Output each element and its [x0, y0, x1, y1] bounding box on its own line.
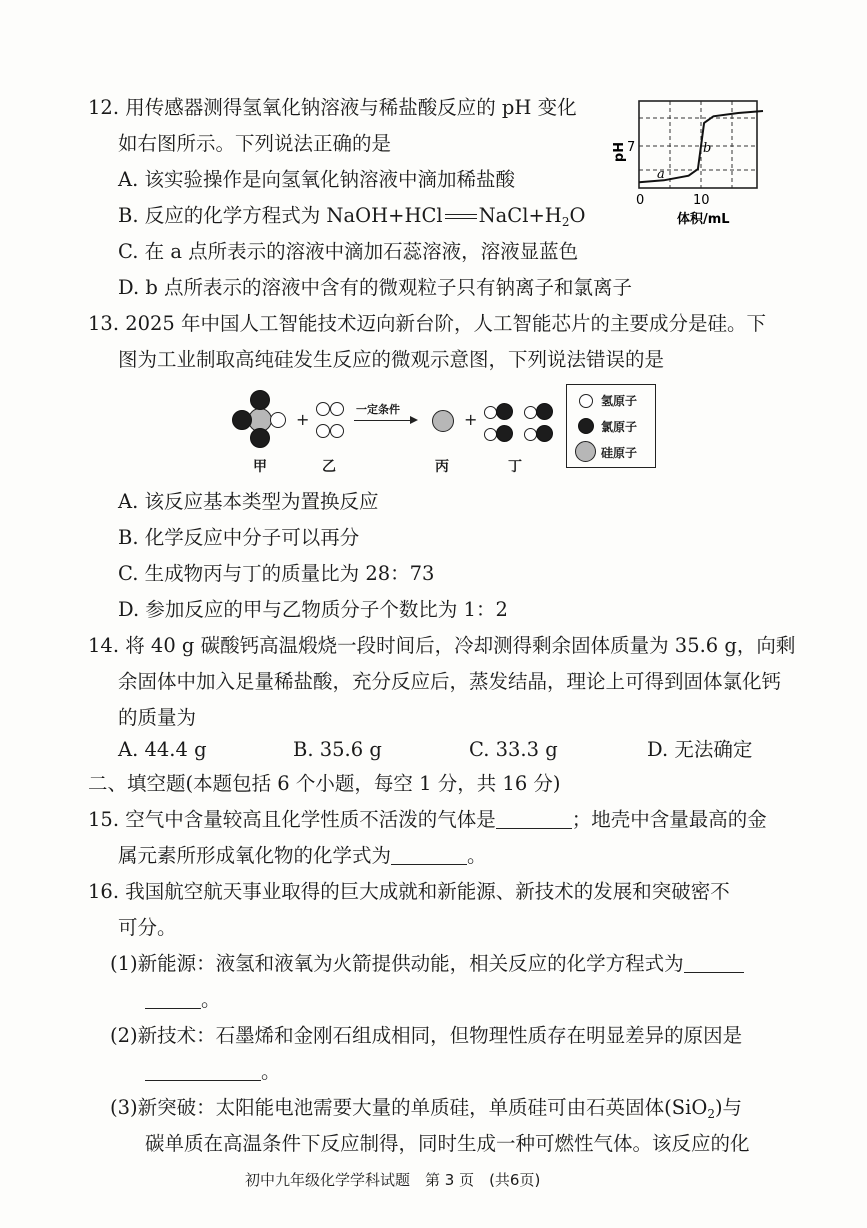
- q14-stem-line3: 的质量为: [118, 706, 197, 729]
- x-tick-0: 0: [636, 193, 645, 208]
- q13-option-b: B. 化学反应中分子可以再分: [118, 526, 360, 549]
- plus-sign-1: +: [296, 410, 310, 429]
- ph-chart: [605, 96, 765, 230]
- molecule-yi-1-h-atom-right: [330, 402, 344, 416]
- q14-stem-line1: 14. 将 40 g 碳酸钙高温煅烧一段时间后，冷却测得剩余固体质量为 35.6 g，向剩: [88, 634, 796, 657]
- label-jia: 甲: [253, 459, 267, 475]
- reaction-condition: 一定条件: [356, 403, 400, 416]
- plus-sign-2: +: [464, 410, 478, 429]
- q15-answer-blank-1[interactable]: [496, 810, 572, 829]
- y-tick-7: 7: [627, 140, 636, 155]
- legend-hydrogen-icon: [579, 394, 593, 408]
- q16-part1-end: 。: [201, 988, 221, 1011]
- q15-answer-blank-2[interactable]: [391, 846, 467, 865]
- q16-part1-blank-a[interactable]: [684, 954, 744, 973]
- q15-line1-suffix: ；地壳中含量最高的金: [571, 808, 767, 831]
- reaction-arrow: [354, 420, 416, 421]
- molecule-ding-2-h-atom: [484, 428, 497, 441]
- legend-chlorine-label: 氯原子: [601, 420, 638, 434]
- q16-stem-line1: 16. 我国航空航天事业取得的巨大成就和新能源、新技术的发展和突破密不: [88, 880, 730, 903]
- q16-part1-blank-b[interactable]: [145, 990, 201, 1009]
- q16-part2-line2: [145, 1060, 281, 1083]
- q14-option-c: C. 33.3 g: [469, 738, 558, 761]
- molecule-ding-2-cl-atom: [496, 425, 513, 442]
- x-axis-label: 体积/mL: [677, 212, 730, 227]
- x-tick-10: 10: [693, 193, 710, 208]
- q13-option-d: D. 参加反应的甲与乙物质分子个数比为 1：2: [118, 598, 508, 621]
- molecule-ding-1-h-atom: [484, 406, 497, 419]
- q14-stem-line2: 余固体中加入足量稀盐酸，充分反应后，蒸发结晶，理论上可得到固体氯化钙: [118, 670, 782, 693]
- reaction-diagram: [220, 384, 660, 484]
- label-bing: 丙: [435, 459, 449, 475]
- q12-option-b: [118, 204, 585, 229]
- q16-part1: [110, 952, 744, 975]
- q13-option-c: C. 生成物丙与丁的质量比为 28：73: [118, 562, 435, 585]
- molecule-ding-3-cl-atom: [536, 403, 553, 420]
- q14-option-d: D. 无法确定: [647, 738, 753, 761]
- label-ding: 丁: [508, 459, 522, 475]
- q14-option-a: A. 44.4 g: [118, 738, 207, 761]
- q13-stem-line1: 13. 2025 年中国人工智能技术迈向新台阶，人工智能芯片的主要成分是硅。下: [88, 312, 767, 335]
- q16-part1-line2: [145, 988, 221, 1011]
- molecule-ding-1-cl-atom: [496, 403, 513, 420]
- q16-part3: [110, 1096, 742, 1121]
- section-heading: 二、填空题(本题包括 6 个小题，每空 1 分，共 16 分): [88, 772, 561, 795]
- molecule-yi-1-h-atom-left: [316, 402, 330, 416]
- molecule-yi-2-h-atom-right: [330, 424, 344, 438]
- q12-stem-line1: 12. 用传感器测得氢氧化钠溶液与稀盐酸反应的 pH 变化: [88, 96, 577, 119]
- q16-stem-line2: 可分。: [118, 916, 177, 939]
- atom-legend: [566, 384, 656, 468]
- q16-part3-prefix: (3)新突破：太阳能电池需要大量的单质硅，单质硅可由石英固体(SiO: [110, 1096, 708, 1119]
- q13-option-a: A. 该反应基本类型为置换反应: [118, 490, 379, 513]
- q12-option-a: A. 该实验操作是向氢氧化钠溶液中滴加稀盐酸: [118, 168, 515, 191]
- legend-silicon-label: 硅原子: [601, 446, 638, 460]
- q15-line1-prefix: 15. 空气中含量较高且化学性质不活泼的气体是: [88, 808, 496, 831]
- q14-option-b: B. 35.6 g: [293, 738, 382, 761]
- q16-part2-blank[interactable]: [145, 1062, 261, 1081]
- y-axis-label: pH: [612, 141, 627, 163]
- q16-part2-end: 。: [261, 1060, 281, 1083]
- q12-option-c: C. 在 a 点所表示的溶液中滴加石蕊溶液，溶液显蓝色: [118, 240, 579, 263]
- molecule-ding-4-cl-atom: [536, 425, 553, 442]
- q15-line2-suffix: 。: [467, 844, 487, 867]
- q16-part2: (2)新技术：石墨烯和金刚石组成相同，但物理性质存在明显差异的原因是: [110, 1024, 743, 1047]
- q16-part3-suffix: )与: [714, 1096, 743, 1119]
- q16-part3-subscript: 2: [707, 1107, 715, 1121]
- point-b-label: b: [703, 141, 712, 156]
- q12-option-b-product: NaCl+H: [478, 204, 562, 227]
- molecule-jia-cl-atom-left: [232, 410, 252, 430]
- q15-line2: [118, 844, 487, 867]
- molecule-jia-cl-atom-bottom: [250, 428, 270, 448]
- molecule-yi-2-h-atom-left: [316, 424, 330, 438]
- q15-line1: [88, 808, 767, 831]
- molecule-ding-3-h-atom: [524, 406, 537, 419]
- molecule-bing-si-atom: [432, 410, 454, 432]
- page-footer: 初中九年级化学学科试题 第 3 页 (共6页): [245, 1171, 541, 1189]
- legend-hydrogen-label: 氢原子: [601, 394, 638, 408]
- q12-stem-line2: 如右图所示。下列说法正确的是: [118, 132, 392, 155]
- molecule-jia-h-atom: [270, 412, 286, 428]
- q16-part3-line2: 碳单质在高温条件下反应制得，同时生成一种可燃性气体。该反应的化: [145, 1132, 750, 1155]
- point-a-label: a: [657, 167, 665, 182]
- q12-option-b-end: O: [569, 204, 586, 227]
- molecule-ding-4-h-atom: [524, 428, 537, 441]
- molecule-jia-cl-atom-top: [250, 390, 270, 410]
- legend-chlorine-icon: [578, 418, 594, 434]
- q12-option-d: D. b 点所表示的溶液中含有的微观粒子只有钠离子和氯离子: [118, 276, 633, 299]
- q15-line2-prefix: 属元素所形成氧化物的化学式为: [118, 844, 392, 867]
- label-yi: 乙: [322, 459, 336, 475]
- q12-option-b-prefix: B. 反应的化学方程式为 NaOH+HCl: [118, 204, 443, 227]
- legend-silicon-icon: [575, 441, 596, 462]
- q12-option-b-subscript: 2: [561, 215, 570, 229]
- q16-part1-text: (1)新能源：液氢和液氧为火箭提供动能，相关反应的化学方程式为: [110, 952, 684, 975]
- reaction-arrow-head: [410, 416, 418, 424]
- q13-stem-line2: 图为工业制取高纯硅发生反应的微观示意图，下列说法错误的是: [118, 348, 665, 371]
